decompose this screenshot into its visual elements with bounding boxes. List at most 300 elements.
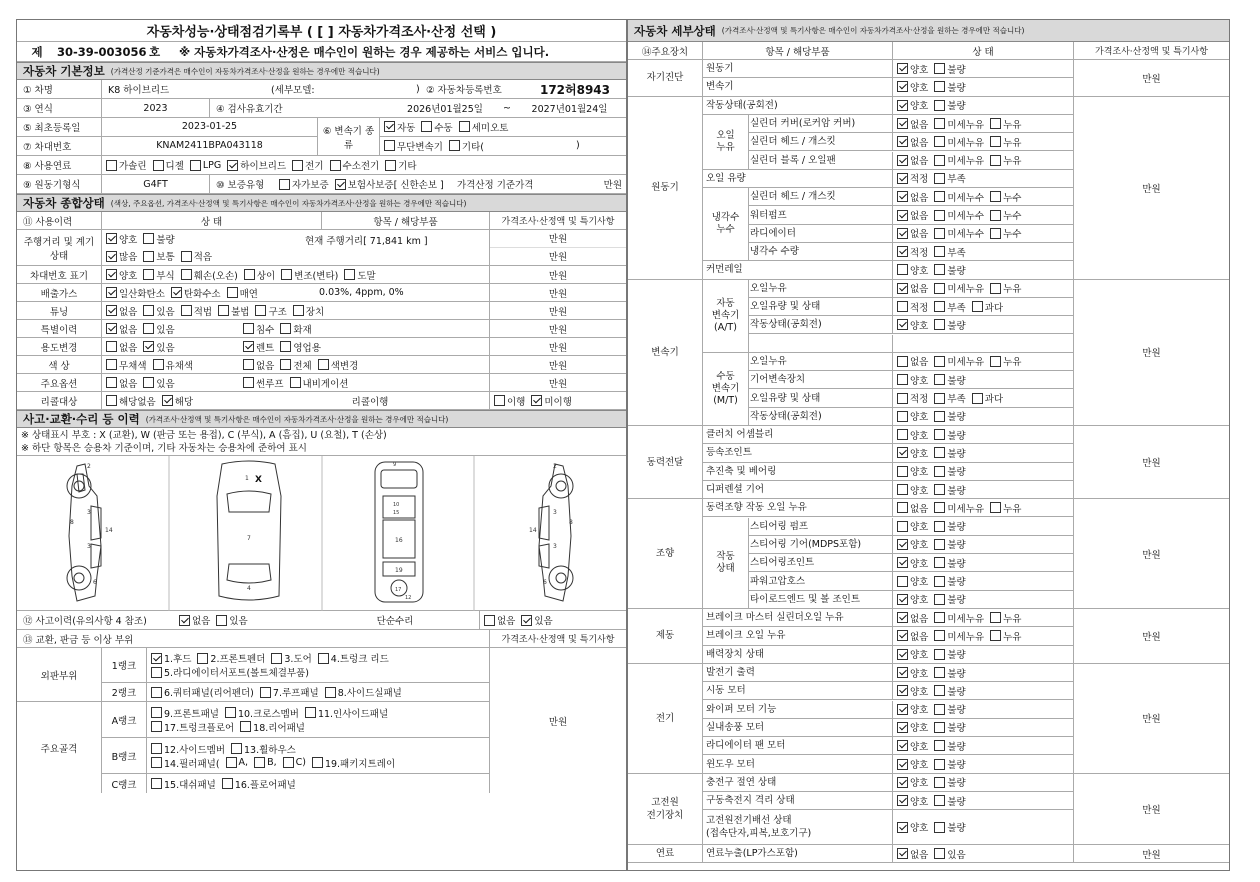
checkbox-option[interactable] bbox=[239, 322, 274, 336]
checkbox-empty-icon[interactable] bbox=[106, 359, 117, 370]
checkbox-option[interactable] bbox=[102, 376, 137, 390]
checkbox-option[interactable] bbox=[276, 322, 311, 336]
checkbox-empty-icon[interactable] bbox=[990, 118, 1001, 129]
checkbox-checked-icon[interactable] bbox=[897, 228, 908, 239]
checkbox-empty-icon[interactable] bbox=[934, 118, 945, 129]
checkbox-option[interactable] bbox=[968, 300, 1003, 314]
checkbox-empty-icon[interactable] bbox=[151, 707, 162, 718]
checkbox-empty-icon[interactable] bbox=[934, 539, 945, 550]
checkbox-option[interactable] bbox=[256, 685, 319, 699]
checkbox-option[interactable] bbox=[930, 373, 965, 387]
checkbox-option[interactable] bbox=[167, 286, 221, 300]
checkbox-empty-icon[interactable] bbox=[271, 653, 282, 664]
checkbox-option[interactable] bbox=[893, 629, 928, 643]
checkbox-option[interactable] bbox=[930, 684, 965, 698]
checkbox-empty-icon[interactable] bbox=[990, 136, 1001, 147]
checkbox-empty-icon[interactable] bbox=[260, 687, 271, 698]
checkbox-empty-icon[interactable] bbox=[897, 576, 908, 587]
checkbox-option[interactable] bbox=[893, 62, 928, 76]
checkbox-option[interactable] bbox=[147, 720, 234, 734]
checkbox-empty-icon[interactable] bbox=[190, 160, 201, 171]
checkbox-option[interactable] bbox=[288, 158, 323, 172]
checkbox-option[interactable] bbox=[250, 756, 277, 770]
checkbox-empty-icon[interactable] bbox=[151, 721, 162, 732]
checkbox-option[interactable] bbox=[102, 322, 137, 336]
checkbox-option[interactable] bbox=[893, 428, 928, 442]
checkbox-option[interactable] bbox=[445, 139, 484, 153]
checkbox-empty-icon[interactable] bbox=[990, 612, 1001, 623]
checkbox-option[interactable] bbox=[930, 80, 965, 94]
checkbox-option[interactable] bbox=[267, 651, 311, 665]
checkbox-option[interactable] bbox=[930, 574, 965, 588]
checkbox-option[interactable] bbox=[930, 519, 965, 533]
checkbox-empty-icon[interactable] bbox=[934, 429, 945, 440]
checkbox-option[interactable] bbox=[893, 820, 928, 834]
checkbox-option[interactable] bbox=[222, 756, 249, 770]
checkbox-option[interactable] bbox=[930, 629, 984, 643]
checkbox-option[interactable] bbox=[930, 281, 984, 295]
checkbox-empty-icon[interactable] bbox=[934, 319, 945, 330]
checkbox-option[interactable] bbox=[251, 304, 286, 318]
checkbox-empty-icon[interactable] bbox=[143, 305, 154, 316]
checkbox-option[interactable] bbox=[186, 160, 221, 171]
checkbox-checked-icon[interactable] bbox=[162, 395, 173, 406]
checkbox-checked-icon[interactable] bbox=[897, 822, 908, 833]
checkbox-option[interactable] bbox=[276, 358, 311, 372]
checkbox-option[interactable] bbox=[893, 281, 928, 295]
checkbox-option[interactable] bbox=[147, 651, 191, 665]
checkbox-option[interactable] bbox=[930, 409, 965, 423]
checkbox-option[interactable] bbox=[893, 537, 928, 551]
checkbox-empty-icon[interactable] bbox=[934, 759, 945, 770]
checkbox-option[interactable] bbox=[480, 613, 515, 627]
checkbox-option[interactable] bbox=[102, 394, 156, 408]
checkbox-empty-icon[interactable] bbox=[934, 191, 945, 202]
checkbox-empty-icon[interactable] bbox=[897, 374, 908, 385]
checkbox-option[interactable] bbox=[930, 318, 965, 332]
checkbox-option[interactable] bbox=[314, 651, 389, 665]
checkbox-option[interactable] bbox=[326, 158, 380, 172]
checkbox-option[interactable] bbox=[893, 153, 928, 167]
checkbox-empty-icon[interactable] bbox=[934, 777, 945, 788]
checkbox-checked-icon[interactable] bbox=[897, 612, 908, 623]
checkbox-option[interactable] bbox=[893, 483, 928, 497]
checkbox-option[interactable] bbox=[930, 446, 965, 460]
checkbox-empty-icon[interactable] bbox=[226, 757, 237, 768]
checkbox-option[interactable] bbox=[986, 208, 1021, 222]
checkbox-empty-icon[interactable] bbox=[153, 160, 164, 171]
checkbox-option[interactable] bbox=[102, 268, 137, 282]
checkbox-checked-icon[interactable] bbox=[897, 848, 908, 859]
checkbox-option[interactable] bbox=[893, 373, 928, 387]
checkbox-option[interactable] bbox=[930, 171, 965, 185]
checkbox-empty-icon[interactable] bbox=[934, 228, 945, 239]
checkbox-empty-icon[interactable] bbox=[449, 140, 460, 151]
checkbox-empty-icon[interactable] bbox=[934, 356, 945, 367]
checkbox-option[interactable] bbox=[286, 376, 349, 390]
checkbox-empty-icon[interactable] bbox=[934, 173, 945, 184]
checkbox-option[interactable] bbox=[102, 340, 137, 354]
checkbox-option[interactable] bbox=[218, 777, 296, 791]
checkbox-option[interactable] bbox=[212, 613, 247, 627]
checkbox-checked-icon[interactable] bbox=[171, 287, 182, 298]
checkbox-option[interactable] bbox=[893, 684, 928, 698]
checkbox-option[interactable] bbox=[930, 245, 965, 259]
checkbox-empty-icon[interactable] bbox=[897, 466, 908, 477]
checkbox-checked-icon[interactable] bbox=[106, 323, 117, 334]
checkbox-option[interactable] bbox=[930, 757, 965, 771]
checkbox-empty-icon[interactable] bbox=[325, 687, 336, 698]
checkbox-checked-icon[interactable] bbox=[897, 777, 908, 788]
checkbox-option[interactable] bbox=[214, 304, 249, 318]
checkbox-empty-icon[interactable] bbox=[151, 667, 162, 678]
checkbox-empty-icon[interactable] bbox=[990, 210, 1001, 221]
checkbox-empty-icon[interactable] bbox=[934, 466, 945, 477]
checkbox-empty-icon[interactable] bbox=[280, 341, 291, 352]
checkbox-option[interactable] bbox=[893, 647, 928, 661]
checkbox-empty-icon[interactable] bbox=[385, 160, 396, 171]
checkbox-option[interactable] bbox=[102, 286, 165, 300]
checkbox-option[interactable] bbox=[893, 300, 928, 314]
checkbox-option[interactable] bbox=[893, 318, 928, 332]
checkbox-option[interactable] bbox=[223, 286, 258, 300]
checkbox-option[interactable] bbox=[331, 177, 444, 191]
checkbox-checked-icon[interactable] bbox=[897, 722, 908, 733]
checkbox-empty-icon[interactable] bbox=[934, 301, 945, 312]
checkbox-option[interactable] bbox=[930, 135, 984, 149]
checkbox-checked-icon[interactable] bbox=[897, 210, 908, 221]
checkbox-option[interactable] bbox=[930, 647, 965, 661]
checkbox-option[interactable] bbox=[239, 376, 284, 390]
checkbox-option[interactable] bbox=[893, 666, 928, 680]
checkbox-option[interactable] bbox=[223, 158, 286, 172]
checkbox-option[interactable] bbox=[893, 574, 928, 588]
checkbox-option[interactable] bbox=[893, 794, 928, 808]
checkbox-checked-icon[interactable] bbox=[897, 63, 908, 74]
checkbox-checked-icon[interactable] bbox=[227, 160, 238, 171]
checkbox-option[interactable] bbox=[227, 742, 296, 756]
checkbox-option[interactable] bbox=[139, 232, 174, 246]
checkbox-empty-icon[interactable] bbox=[934, 521, 945, 532]
checkbox-empty-icon[interactable] bbox=[384, 140, 395, 151]
checkbox-checked-icon[interactable] bbox=[897, 246, 908, 257]
checkbox-empty-icon[interactable] bbox=[934, 81, 945, 92]
checkbox-checked-icon[interactable] bbox=[897, 795, 908, 806]
checkbox-option[interactable] bbox=[893, 464, 928, 478]
checkbox-option[interactable] bbox=[986, 226, 1021, 240]
checkbox-empty-icon[interactable] bbox=[280, 323, 291, 334]
checkbox-empty-icon[interactable] bbox=[990, 356, 1001, 367]
checkbox-option[interactable] bbox=[314, 358, 359, 372]
checkbox-empty-icon[interactable] bbox=[227, 287, 238, 298]
checkbox-option[interactable] bbox=[930, 226, 984, 240]
checkbox-empty-icon[interactable] bbox=[255, 305, 266, 316]
checkbox-option[interactable] bbox=[102, 249, 137, 263]
checkbox-option[interactable] bbox=[930, 720, 965, 734]
checkbox-empty-icon[interactable] bbox=[934, 795, 945, 806]
checkbox-empty-icon[interactable] bbox=[318, 653, 329, 664]
checkbox-option[interactable] bbox=[986, 501, 1021, 515]
checkbox-empty-icon[interactable] bbox=[281, 269, 292, 280]
checkbox-empty-icon[interactable] bbox=[280, 359, 291, 370]
checkbox-checked-icon[interactable] bbox=[897, 539, 908, 550]
checkbox-option[interactable] bbox=[277, 268, 338, 282]
checkbox-option[interactable] bbox=[240, 268, 275, 282]
checkbox-empty-icon[interactable] bbox=[934, 100, 945, 111]
checkbox-option[interactable] bbox=[893, 501, 928, 515]
checkbox-option[interactable] bbox=[102, 358, 147, 372]
checkbox-empty-icon[interactable] bbox=[897, 429, 908, 440]
checkbox-option[interactable] bbox=[321, 685, 402, 699]
checkbox-option[interactable] bbox=[893, 519, 928, 533]
checkbox-option[interactable] bbox=[527, 394, 572, 408]
checkbox-option[interactable] bbox=[301, 706, 388, 720]
checkbox-empty-icon[interactable] bbox=[934, 484, 945, 495]
checkbox-option[interactable] bbox=[221, 706, 299, 720]
checkbox-empty-icon[interactable] bbox=[459, 121, 470, 132]
checkbox-empty-icon[interactable] bbox=[934, 136, 945, 147]
checkbox-option[interactable] bbox=[893, 226, 928, 240]
checkbox-empty-icon[interactable] bbox=[897, 356, 908, 367]
checkbox-option[interactable] bbox=[276, 340, 321, 354]
checkbox-empty-icon[interactable] bbox=[484, 615, 495, 626]
checkbox-option[interactable] bbox=[149, 358, 194, 372]
checkbox-option[interactable] bbox=[893, 245, 928, 259]
checkbox-option[interactable] bbox=[893, 117, 928, 131]
checkbox-option[interactable] bbox=[930, 117, 984, 131]
checkbox-option[interactable] bbox=[930, 300, 965, 314]
checkbox-option[interactable] bbox=[986, 153, 1021, 167]
checkbox-empty-icon[interactable] bbox=[934, 502, 945, 513]
checkbox-option[interactable] bbox=[893, 446, 928, 460]
checkbox-empty-icon[interactable] bbox=[934, 576, 945, 587]
checkbox-empty-icon[interactable] bbox=[990, 630, 1001, 641]
checkbox-empty-icon[interactable] bbox=[106, 341, 117, 352]
checkbox-option[interactable] bbox=[455, 120, 509, 134]
checkbox-option[interactable] bbox=[381, 158, 416, 172]
checkbox-empty-icon[interactable] bbox=[244, 269, 255, 280]
checkbox-checked-icon[interactable] bbox=[531, 395, 542, 406]
checkbox-empty-icon[interactable] bbox=[330, 160, 341, 171]
checkbox-empty-icon[interactable] bbox=[421, 121, 432, 132]
checkbox-empty-icon[interactable] bbox=[151, 687, 162, 698]
checkbox-option[interactable] bbox=[930, 391, 965, 405]
checkbox-option[interactable] bbox=[930, 190, 984, 204]
checkbox-option[interactable] bbox=[986, 629, 1021, 643]
checkbox-option[interactable] bbox=[930, 556, 965, 570]
checkbox-checked-icon[interactable] bbox=[897, 283, 908, 294]
checkbox-option[interactable] bbox=[139, 376, 174, 390]
checkbox-empty-icon[interactable] bbox=[934, 594, 945, 605]
checkbox-empty-icon[interactable] bbox=[934, 722, 945, 733]
checkbox-empty-icon[interactable] bbox=[143, 377, 154, 388]
checkbox-option[interactable] bbox=[289, 304, 324, 318]
checkbox-option[interactable] bbox=[930, 208, 984, 222]
checkbox-empty-icon[interactable] bbox=[181, 269, 192, 280]
checkbox-option[interactable] bbox=[147, 685, 254, 699]
checkbox-checked-icon[interactable] bbox=[179, 615, 190, 626]
checkbox-option[interactable] bbox=[930, 794, 965, 808]
checkbox-option[interactable] bbox=[239, 358, 274, 372]
checkbox-empty-icon[interactable] bbox=[990, 191, 1001, 202]
checkbox-checked-icon[interactable] bbox=[106, 305, 117, 316]
checkbox-option[interactable] bbox=[490, 394, 525, 408]
checkbox-option[interactable] bbox=[380, 120, 415, 134]
checkbox-option[interactable] bbox=[930, 464, 965, 478]
checkbox-option[interactable] bbox=[893, 80, 928, 94]
checkbox-empty-icon[interactable] bbox=[934, 155, 945, 166]
checkbox-option[interactable] bbox=[175, 613, 210, 627]
checkbox-checked-icon[interactable] bbox=[897, 118, 908, 129]
checkbox-option[interactable] bbox=[340, 268, 375, 282]
checkbox-empty-icon[interactable] bbox=[243, 377, 254, 388]
checkbox-checked-icon[interactable] bbox=[106, 287, 117, 298]
checkbox-option[interactable] bbox=[139, 304, 174, 318]
checkbox-empty-icon[interactable] bbox=[240, 721, 251, 732]
checkbox-option[interactable] bbox=[417, 120, 452, 134]
checkbox-empty-icon[interactable] bbox=[216, 615, 227, 626]
checkbox-option[interactable] bbox=[986, 190, 1021, 204]
checkbox-empty-icon[interactable] bbox=[990, 502, 1001, 513]
checkbox-empty-icon[interactable] bbox=[897, 521, 908, 532]
checkbox-option[interactable] bbox=[177, 304, 212, 318]
checkbox-empty-icon[interactable] bbox=[934, 704, 945, 715]
checkbox-empty-icon[interactable] bbox=[106, 377, 117, 388]
checkbox-empty-icon[interactable] bbox=[934, 557, 945, 568]
checkbox-option[interactable] bbox=[147, 665, 309, 679]
checkbox-empty-icon[interactable] bbox=[897, 484, 908, 495]
checkbox-option[interactable] bbox=[158, 394, 193, 408]
checkbox-option[interactable] bbox=[930, 592, 965, 606]
checkbox-option[interactable] bbox=[139, 268, 174, 282]
checkbox-empty-icon[interactable] bbox=[972, 301, 983, 312]
checkbox-option[interactable] bbox=[893, 98, 928, 112]
checkbox-option[interactable] bbox=[147, 706, 219, 720]
checkbox-empty-icon[interactable] bbox=[305, 707, 316, 718]
checkbox-option[interactable] bbox=[177, 268, 238, 282]
checkbox-option[interactable] bbox=[930, 153, 984, 167]
checkbox-empty-icon[interactable] bbox=[222, 778, 233, 789]
checkbox-option[interactable] bbox=[147, 756, 220, 770]
checkbox-empty-icon[interactable] bbox=[934, 283, 945, 294]
checkbox-empty-icon[interactable] bbox=[934, 264, 945, 275]
checkbox-option[interactable] bbox=[930, 62, 965, 76]
checkbox-empty-icon[interactable] bbox=[181, 251, 192, 262]
checkbox-empty-icon[interactable] bbox=[243, 359, 254, 370]
checkbox-empty-icon[interactable] bbox=[153, 359, 164, 370]
checkbox-empty-icon[interactable] bbox=[143, 251, 154, 262]
checkbox-option[interactable] bbox=[236, 720, 305, 734]
checkbox-empty-icon[interactable] bbox=[934, 246, 945, 257]
checkbox-checked-icon[interactable] bbox=[143, 341, 154, 352]
checkbox-option[interactable] bbox=[380, 139, 443, 153]
checkbox-option[interactable] bbox=[308, 756, 395, 770]
checkbox-option[interactable] bbox=[177, 249, 212, 263]
checkbox-option[interactable] bbox=[147, 777, 216, 791]
checkbox-option[interactable] bbox=[930, 263, 965, 277]
checkbox-empty-icon[interactable] bbox=[279, 179, 290, 190]
checkbox-empty-icon[interactable] bbox=[143, 233, 154, 244]
checkbox-option[interactable] bbox=[893, 702, 928, 716]
checkbox-checked-icon[interactable] bbox=[151, 653, 162, 664]
checkbox-option[interactable] bbox=[968, 391, 1003, 405]
checkbox-empty-icon[interactable] bbox=[143, 269, 154, 280]
checkbox-empty-icon[interactable] bbox=[934, 685, 945, 696]
checkbox-empty-icon[interactable] bbox=[990, 283, 1001, 294]
checkbox-checked-icon[interactable] bbox=[106, 233, 117, 244]
checkbox-checked-icon[interactable] bbox=[897, 740, 908, 751]
checkbox-option[interactable] bbox=[930, 820, 965, 834]
checkbox-option[interactable] bbox=[893, 263, 928, 277]
checkbox-empty-icon[interactable] bbox=[344, 269, 355, 280]
checkbox-checked-icon[interactable] bbox=[106, 251, 117, 262]
checkbox-empty-icon[interactable] bbox=[283, 757, 294, 768]
checkbox-empty-icon[interactable] bbox=[934, 848, 945, 859]
checkbox-empty-icon[interactable] bbox=[225, 707, 236, 718]
checkbox-checked-icon[interactable] bbox=[897, 191, 908, 202]
checkbox-option[interactable] bbox=[102, 158, 147, 172]
checkbox-option[interactable] bbox=[930, 847, 965, 861]
checkbox-empty-icon[interactable] bbox=[290, 377, 301, 388]
checkbox-option[interactable] bbox=[279, 756, 306, 770]
checkbox-option[interactable] bbox=[893, 190, 928, 204]
checkbox-option[interactable] bbox=[139, 249, 174, 263]
checkbox-empty-icon[interactable] bbox=[197, 653, 208, 664]
checkbox-option[interactable] bbox=[893, 739, 928, 753]
checkbox-checked-icon[interactable] bbox=[897, 594, 908, 605]
checkbox-empty-icon[interactable] bbox=[143, 323, 154, 334]
checkbox-empty-icon[interactable] bbox=[934, 63, 945, 74]
checkbox-empty-icon[interactable] bbox=[151, 743, 162, 754]
checkbox-empty-icon[interactable] bbox=[897, 411, 908, 422]
checkbox-option[interactable] bbox=[893, 354, 928, 368]
checkbox-empty-icon[interactable] bbox=[218, 305, 229, 316]
checkbox-option[interactable] bbox=[893, 135, 928, 149]
checkbox-option[interactable] bbox=[893, 775, 928, 789]
checkbox-empty-icon[interactable] bbox=[293, 305, 304, 316]
checkbox-option[interactable] bbox=[893, 171, 928, 185]
checkbox-checked-icon[interactable] bbox=[897, 667, 908, 678]
checkbox-empty-icon[interactable] bbox=[934, 612, 945, 623]
checkbox-option[interactable] bbox=[930, 666, 965, 680]
checkbox-checked-icon[interactable] bbox=[897, 173, 908, 184]
checkbox-option[interactable] bbox=[930, 537, 965, 551]
checkbox-empty-icon[interactable] bbox=[151, 757, 162, 768]
checkbox-option[interactable] bbox=[986, 135, 1021, 149]
checkbox-option[interactable] bbox=[893, 208, 928, 222]
checkbox-option[interactable] bbox=[239, 340, 274, 354]
checkbox-option[interactable] bbox=[893, 592, 928, 606]
checkbox-empty-icon[interactable] bbox=[897, 301, 908, 312]
checkbox-option[interactable] bbox=[930, 98, 965, 112]
checkbox-empty-icon[interactable] bbox=[934, 740, 945, 751]
checkbox-empty-icon[interactable] bbox=[494, 395, 505, 406]
checkbox-option[interactable] bbox=[893, 556, 928, 570]
checkbox-empty-icon[interactable] bbox=[934, 630, 945, 641]
checkbox-checked-icon[interactable] bbox=[384, 121, 395, 132]
checkbox-empty-icon[interactable] bbox=[934, 649, 945, 660]
checkbox-option[interactable] bbox=[986, 281, 1021, 295]
checkbox-option[interactable] bbox=[893, 757, 928, 771]
checkbox-empty-icon[interactable] bbox=[934, 822, 945, 833]
checkbox-option[interactable] bbox=[517, 613, 552, 627]
checkbox-checked-icon[interactable] bbox=[897, 100, 908, 111]
checkbox-option[interactable] bbox=[102, 304, 137, 318]
checkbox-option[interactable] bbox=[893, 611, 928, 625]
checkbox-empty-icon[interactable] bbox=[243, 323, 254, 334]
checkbox-option[interactable] bbox=[139, 322, 174, 336]
checkbox-option[interactable] bbox=[893, 847, 928, 861]
